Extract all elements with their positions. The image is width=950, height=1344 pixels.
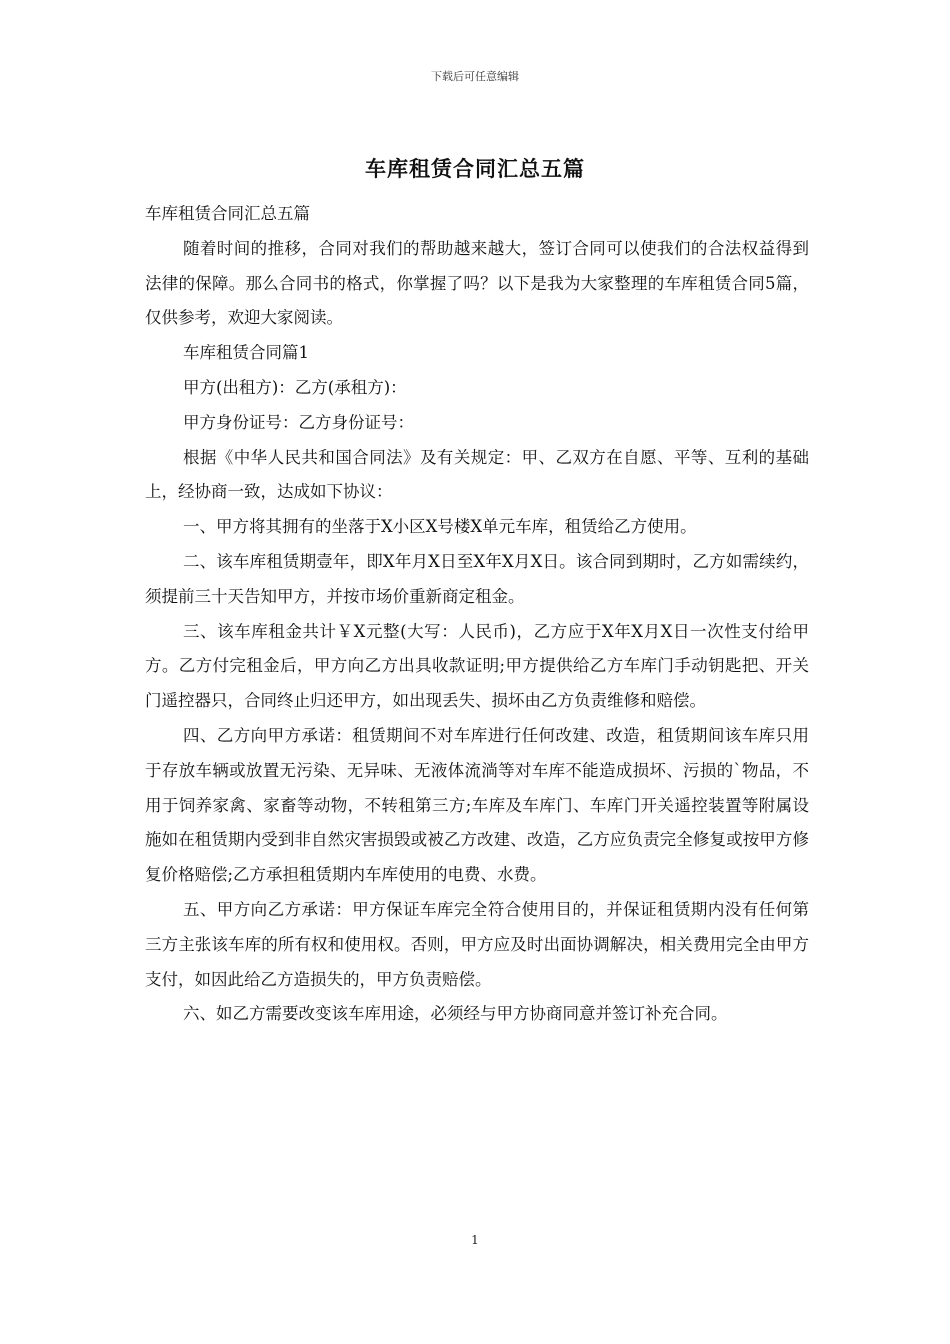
intro-paragraph: 随着时间的推移，合同对我们的帮助越来越大，签订合同可以使我们的合法权益得到法律的保障。那么合同书的格式，你掌握了吗？以下是我为大家整理的车库租赁合同5篇，仅供参考，欢迎大家阅读。 — [145, 238, 809, 328]
clause-5: 五、甲方向乙方承诺：甲方保证车库完全符合使用目的，并保证租赁期内没有任何第三方主张该车库的所有权和使用权。否则，甲方应及时出面协调解决，相关费用完全由甲方支付，如因此给乙方造损失的，甲方负责赔偿。 — [145, 899, 809, 989]
preamble-paragraph: 根据《中华人民共和国合同法》及有关规定：甲、乙双方在自愿、平等、互利的基础上，经协商一致，达成如下协议： — [145, 447, 809, 502]
header-note: 下载后可任意编辑 — [431, 70, 519, 83]
document-body — [145, 197, 809, 1032]
subtitle-paragraph: 车库租赁合同汇总五篇 — [145, 204, 310, 223]
section-heading: 车库租赁合同篇1 — [182, 343, 309, 363]
clause-6: 六、如乙方需要改变该车库用途，必须经与甲方协商同意并签订补充合同。 — [182, 1004, 728, 1024]
clause-3: 三、该车库租金共计￥X元整(大写：人民币)，乙方应于X年X月X日一次性支付给甲方。乙方付完租金后，甲方向乙方出具收款证明;甲方提供给乙方车库门手动钥匙把、开关门遥控器只，合同终止归还甲方，如出现丢失、损坏由乙方负责维修和赔偿。 — [145, 621, 809, 711]
clause-4: 四、乙方向甲方承诺：租赁期间不对车库进行任何改建、改造，租赁期间该车库只用于存放车辆或放置无污染、无异味、无液体流淌等对车库不能造成损坏、污损的`物品，不用于饲养家禽、家畜等动物，不转租第三方;车库及车库门、车库门开关遥控装置等附属设施如在租赁期内受到非自然灾害损毁或被乙方改建、改造，乙方应负责完全修复或按甲方修复价格赔偿;乙方承担租赁期内车库使用的电费、水费。 — [145, 725, 809, 885]
document-title: 车库租赁合同汇总五篇 — [365, 156, 585, 181]
page-number: 1 — [471, 1233, 479, 1247]
clause-2: 二、该车库租赁期壹年，即X年月X日至X年X月X日。该合同到期时，乙方如需续约，须提前三十天告知甲方，并按市场价重新商定租金。 — [145, 551, 809, 606]
clause-1: 一、甲方将其拥有的坐落于X小区X号楼X单元车库，租赁给乙方使用。 — [182, 517, 697, 537]
id-line: 甲方身份证号：乙方身份证号： — [182, 412, 414, 432]
party-line: 甲方(出租方)：乙方(承租方)： — [182, 377, 407, 397]
